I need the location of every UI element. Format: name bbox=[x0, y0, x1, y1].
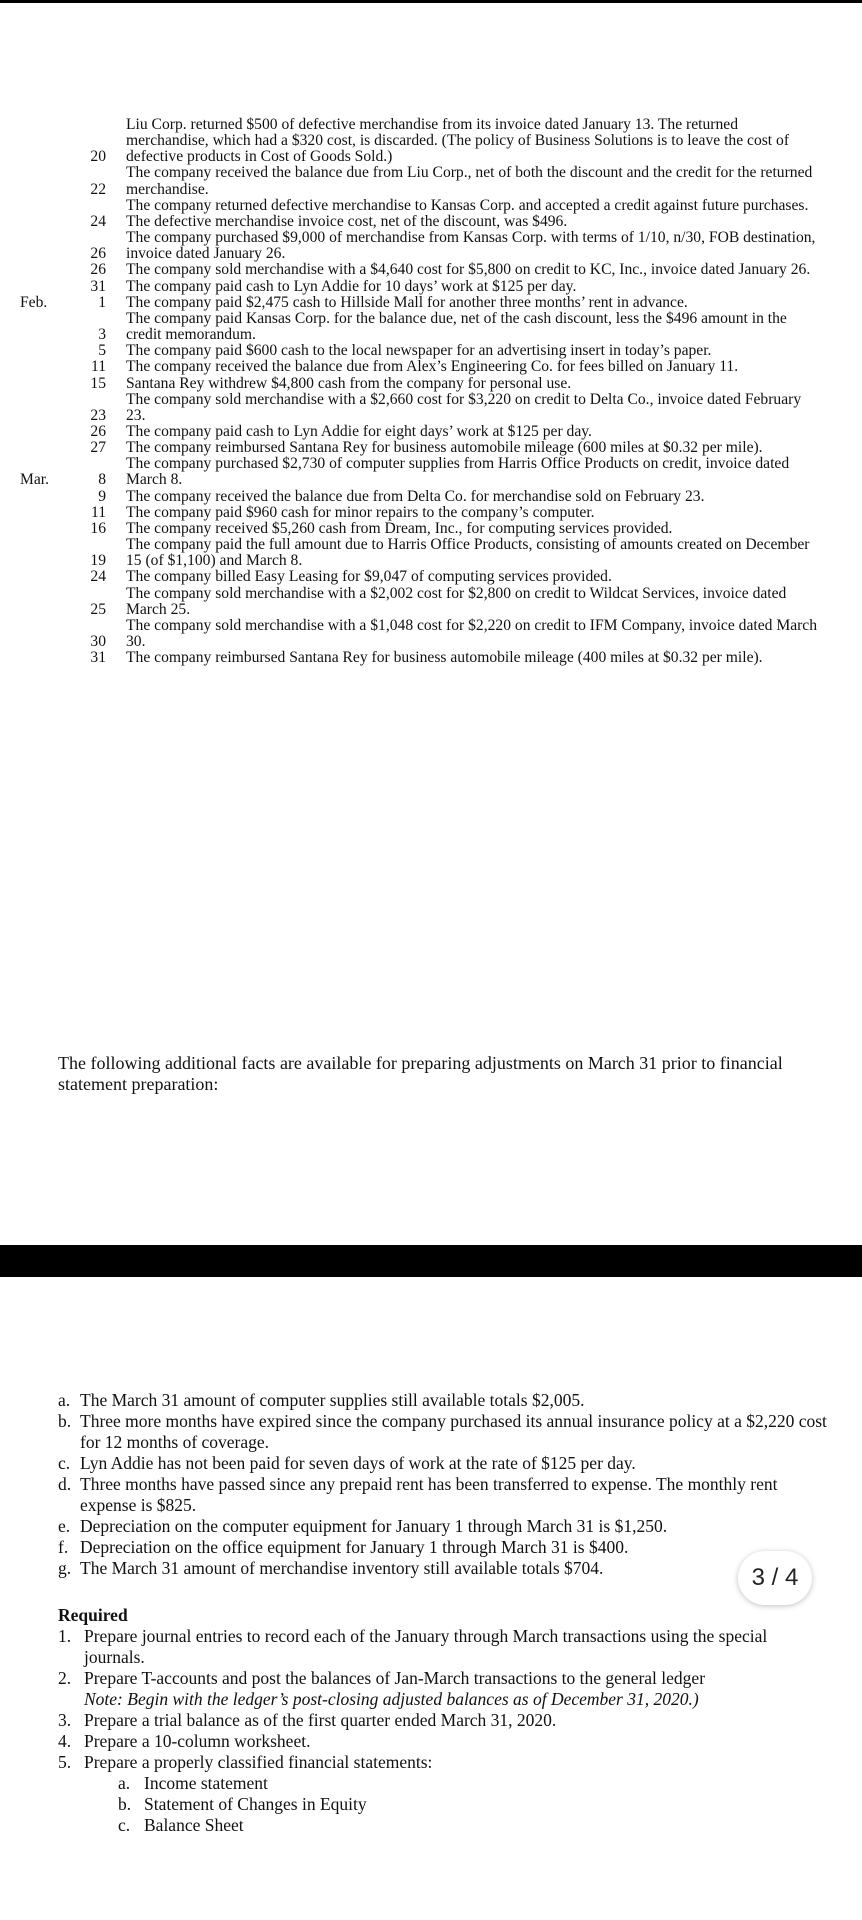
month-label: Mar. bbox=[20, 471, 50, 489]
day-label: 31 bbox=[90, 649, 106, 667]
day-label: 26 bbox=[90, 245, 106, 263]
transaction-text: The company reimbursed Santana Rey for business automobile mileage (400 miles at $0.32 per mile). bbox=[126, 649, 763, 667]
required-text: Prepare T-accounts and post the balances of Jan-March transactions to the general ledger bbox=[84, 1668, 706, 1688]
required-note: Note: Begin with the ledger’s post-closing adjusted balances as of December 31, 2020.) bbox=[84, 1689, 699, 1709]
transaction-text: The company purchased $2,730 of computer supplies from Harris Office Products on credit, invoice dated March 8. bbox=[126, 455, 790, 489]
fact-label: d. bbox=[58, 1474, 72, 1494]
transaction-row bbox=[20, 569, 820, 585]
transaction-text: The company reimbursed Santana Rey for business automobile mileage (600 miles at $0.32 per mile). bbox=[126, 439, 763, 457]
fact-label: a. bbox=[58, 1390, 71, 1410]
required-item bbox=[58, 1731, 828, 1752]
required-list bbox=[58, 1626, 828, 1773]
transaction-row bbox=[20, 424, 820, 440]
day-label: 26 bbox=[90, 261, 106, 279]
day-label: 3 bbox=[98, 326, 106, 344]
statements-sublist bbox=[58, 1773, 828, 1836]
transaction-row bbox=[20, 456, 820, 488]
transaction-row bbox=[20, 165, 820, 197]
transaction-row bbox=[20, 359, 820, 375]
transaction-text: The company purchased $9,000 of merchandise from Kansas Corp. with terms of 1/10, n/30, FOB destination, invoice dated January 26. bbox=[126, 229, 816, 263]
transaction-text: The company sold merchandise with a $2,002 cost for $2,800 on credit to Wildcat Services, invoice dated March 25. bbox=[126, 584, 787, 618]
transaction-row bbox=[20, 117, 820, 165]
transaction-row bbox=[20, 521, 820, 537]
day-label: 31 bbox=[90, 277, 106, 295]
transaction-row bbox=[20, 650, 820, 666]
required-item bbox=[58, 1626, 828, 1668]
day-label: 27 bbox=[90, 439, 106, 457]
transaction-row bbox=[20, 262, 820, 278]
required-num: 1. bbox=[58, 1626, 72, 1646]
transaction-text: The company received the balance due from Delta Co. for merchandise sold on February 23. bbox=[126, 487, 705, 505]
transaction-text: The company paid cash to Lyn Addie for 10 days’ work at $125 per day. bbox=[126, 277, 577, 295]
fact-item bbox=[58, 1558, 828, 1579]
fact-item bbox=[58, 1537, 828, 1558]
fact-text: Three months have passed since any prepaid rent has been transferred to expense. The monthly rent expense is $825. bbox=[80, 1474, 778, 1515]
fact-item bbox=[58, 1411, 828, 1453]
fact-label: f. bbox=[58, 1537, 69, 1557]
required-title: Required bbox=[58, 1605, 128, 1625]
transaction-text: The company received the balance due from Liu Corp., net of both the discount and the credit for the returned merchandise. bbox=[126, 164, 813, 198]
fact-text: The March 31 amount of merchandise inventory still available totals $704. bbox=[80, 1558, 604, 1578]
day-label: 11 bbox=[90, 358, 106, 376]
fact-label: e. bbox=[58, 1516, 71, 1536]
statement-item bbox=[118, 1815, 828, 1836]
transaction-row bbox=[20, 537, 820, 569]
transaction-row bbox=[20, 311, 820, 343]
day-label: 25 bbox=[90, 600, 106, 618]
fact-text: Lyn Addie has not been paid for seven days of work at the rate of $125 per day. bbox=[80, 1453, 636, 1473]
fact-text: Depreciation on the office equipment for January 1 through March 31 is $400. bbox=[80, 1537, 629, 1557]
transaction-row bbox=[20, 586, 820, 618]
transaction-row bbox=[20, 343, 820, 359]
required-num: 4. bbox=[58, 1731, 72, 1751]
transaction-text: The company received the balance due from Alex’s Engineering Co. for fees billed on January 11. bbox=[126, 358, 739, 376]
transaction-text: The company sold merchandise with a $1,048 cost for $2,220 on credit to IFM Company, invoice dated March 30. bbox=[126, 616, 818, 650]
transaction-text: The company received $5,260 cash from Dream, Inc., for computing services provided. bbox=[126, 519, 673, 537]
transaction-row bbox=[20, 376, 820, 392]
statement-label: a. bbox=[118, 1773, 131, 1793]
day-label: 23 bbox=[90, 406, 106, 424]
required-item bbox=[58, 1710, 828, 1731]
day-label: 11 bbox=[90, 503, 106, 521]
transaction-text: Liu Corp. returned $500 of defective merchandise from its invoice dated January 13. The returned merchandise, which had a $320 cost, is discarded. (The policy of Business Solutions is to leave the cost of defective products in Cost of Goods Sold.) bbox=[126, 116, 790, 166]
required-text: Prepare a trial balance as of the first quarter ended March 31, 2020. bbox=[84, 1710, 557, 1730]
required-text: Prepare a 10-column worksheet. bbox=[84, 1731, 311, 1751]
transaction-text: The company paid Kansas Corp. for the balance due, net of the cash discount, less the $496 amount in the credit memorandum. bbox=[126, 309, 787, 344]
transaction-row bbox=[20, 279, 820, 295]
day-label: 1 bbox=[98, 293, 106, 311]
transaction-text: The company returned defective merchandise to Kansas Corp. and accepted a credit against future purchases. The defective merchandise invoice cost, net of the discount, was $496. bbox=[126, 196, 809, 230]
statement-item bbox=[118, 1794, 828, 1815]
transaction-text: The company paid $600 cash to the local newspaper for an advertising insert in today’s paper. bbox=[126, 342, 712, 360]
transaction-text: The company paid $960 cash for minor repairs to the company’s computer. bbox=[126, 503, 595, 521]
day-label: 9 bbox=[98, 487, 106, 505]
required-num: 5. bbox=[58, 1752, 72, 1772]
transaction-row bbox=[20, 489, 820, 505]
statement-item bbox=[118, 1773, 828, 1794]
day-label: 19 bbox=[90, 552, 106, 570]
adjustment-facts-list bbox=[58, 1390, 828, 1579]
fact-text: Depreciation on the computer equipment for January 1 through March 31 is $1,250. bbox=[80, 1516, 668, 1536]
fact-item bbox=[58, 1453, 828, 1474]
transaction-row bbox=[20, 618, 820, 650]
transaction-row bbox=[20, 505, 820, 521]
transaction-list bbox=[20, 117, 820, 666]
statement-text: Income statement bbox=[144, 1773, 268, 1793]
day-label: 24 bbox=[90, 212, 106, 230]
statement-label: b. bbox=[118, 1794, 132, 1814]
required-num: 2. bbox=[58, 1668, 72, 1688]
top-border bbox=[0, 0, 862, 3]
statement-label: c. bbox=[118, 1815, 131, 1835]
fact-text: The March 31 amount of computer supplies still available totals $2,005. bbox=[80, 1390, 585, 1410]
page-separator-band bbox=[0, 1245, 862, 1277]
fact-label: c. bbox=[58, 1453, 71, 1473]
transaction-row bbox=[20, 440, 820, 456]
transaction-row bbox=[20, 198, 820, 230]
day-label: 8 bbox=[98, 471, 106, 489]
month-label: Feb. bbox=[20, 293, 48, 311]
required-num: 3. bbox=[58, 1710, 72, 1730]
transaction-text: The company sold merchandise with a $4,640 cost for $5,800 on credit to KC, Inc., invoice dated January 26. bbox=[126, 261, 811, 279]
day-label: 24 bbox=[90, 568, 106, 586]
day-label: 26 bbox=[90, 422, 106, 440]
transaction-text: The company paid cash to Lyn Addie for eight days’ work at $125 per day. bbox=[126, 422, 592, 440]
required-section bbox=[58, 1605, 828, 1836]
day-label: 30 bbox=[90, 633, 106, 650]
transaction-text: Santana Rey withdrew $4,800 cash from the company for personal use. bbox=[126, 374, 572, 392]
required-item bbox=[58, 1668, 828, 1710]
fact-item bbox=[58, 1516, 828, 1537]
transaction-text: The company sold merchandise with a $2,660 cost for $3,220 on credit to Delta Co., invoice dated February 23. bbox=[126, 390, 802, 424]
required-text: Prepare a properly classified financial statements: bbox=[84, 1752, 433, 1772]
day-label: 22 bbox=[90, 180, 106, 198]
day-label: 5 bbox=[98, 342, 106, 360]
day-label: 20 bbox=[90, 148, 106, 166]
adjustments-intro: The following additional facts are available for preparing adjustments on March 31 prior to financial statement preparation: bbox=[58, 1053, 783, 1094]
statement-text: Statement of Changes in Equity bbox=[144, 1794, 367, 1814]
transaction-text: The company paid the full amount due to Harris Office Products, consisting of amounts created on December 15 (of $1,100) and March 8. bbox=[126, 536, 810, 570]
fact-label: g. bbox=[58, 1558, 72, 1578]
transaction-row bbox=[20, 230, 820, 262]
statement-text: Balance Sheet bbox=[144, 1815, 244, 1835]
fact-text: Three more months have expired since the company purchased its annual insurance policy at a $2,220 cost for 12 months of coverage. bbox=[80, 1411, 827, 1452]
day-label: 16 bbox=[90, 519, 106, 537]
transaction-row bbox=[20, 392, 820, 424]
day-label: 15 bbox=[90, 374, 106, 392]
fact-item bbox=[58, 1390, 828, 1411]
transaction-text: The company billed Easy Leasing for $9,047 of computing services provided. bbox=[126, 568, 612, 586]
transaction-row bbox=[20, 295, 820, 311]
transaction-text: The company paid $2,475 cash to Hillside Mall for another three months’ rent in advance. bbox=[126, 293, 688, 311]
required-item bbox=[58, 1752, 828, 1773]
page-indicator-badge: 3 / 4 bbox=[738, 1551, 812, 1605]
fact-item bbox=[58, 1474, 828, 1516]
fact-label: b. bbox=[58, 1411, 72, 1431]
required-text: Prepare journal entries to record each of the January through March transactions using the special journals. bbox=[84, 1626, 768, 1667]
